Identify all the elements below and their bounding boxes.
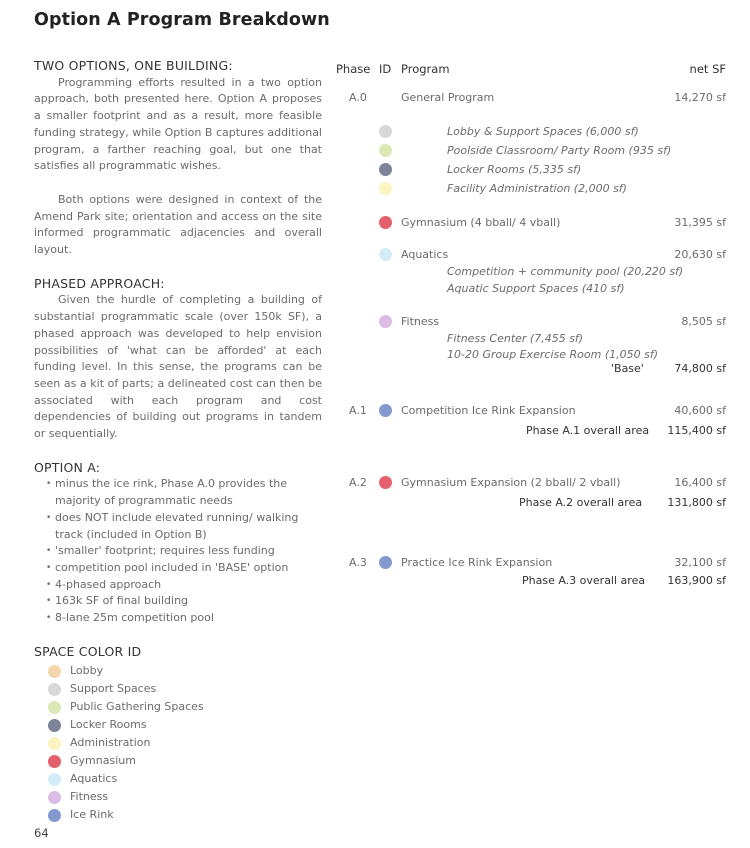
sub-program-label: Lobby & Support Spaces (6,000 sf) [447, 125, 639, 138]
summary-row [336, 360, 726, 378]
legend-label: Aquatics [70, 772, 118, 786]
program-row [336, 89, 726, 107]
sub-program-label: Competition + community pool (20,220 sf) [447, 265, 684, 278]
sub-program-row [336, 180, 726, 198]
program-row [336, 402, 726, 420]
program-label: Competition Ice Rink Expansion [401, 404, 576, 417]
summary-label: Phase A.2 overall area [519, 496, 643, 509]
color-swatch-icon [48, 701, 61, 714]
program-row [336, 554, 726, 572]
legend-label: Public Gathering Spaces [70, 700, 204, 714]
sub-program-label: Fitness Center (7,455 sf) [447, 332, 584, 345]
color-swatch-icon [48, 665, 61, 678]
net-sf-value: 40,600 sf [674, 404, 726, 417]
table-header-row [336, 60, 726, 78]
header-program: Program [401, 62, 450, 76]
summary-area: 131,800 sf [667, 496, 726, 509]
header-phase: Phase [336, 62, 371, 76]
legend-label: Lobby [70, 664, 104, 678]
legend-item [34, 699, 322, 717]
color-swatch-icon [48, 791, 61, 804]
option-a-bullet: • does NOT include elevated running/ walking track (included in Option B) [46, 510, 322, 543]
phased-approach-paragraph: Given the hurdle of completing a building of substantial programmatic scale (over 150k SF), a phased approach was developed to help envision possibilities of 'what can be afforded' at each funding level. In this sense, the programs can be seen as a kit of parts; a delineated cost can then be associated with each program and cost dependencies of building out programs in tandem or sequentially. [34, 293, 322, 441]
summary-area: 74,800 sf [674, 362, 726, 375]
sub-program-row [336, 280, 726, 298]
spacer [34, 175, 322, 192]
page-title: Option A Program Breakdown [34, 10, 330, 30]
legend-label: Fitness [70, 790, 109, 804]
legend-label: Support Spaces [70, 682, 157, 696]
legend-label: Locker Rooms [70, 718, 147, 732]
phase-label: A.1 [349, 404, 367, 417]
summary-area: 115,400 sf [667, 424, 726, 437]
option-a-bullet: • minus the ice rink, Phase A.0 provides the majority of programmatic needs [46, 476, 322, 509]
summary-label: 'Base' [611, 362, 644, 375]
narrative-column [34, 58, 322, 825]
option-a-list [34, 476, 322, 626]
summary-row [336, 494, 726, 512]
program-row [336, 246, 726, 264]
spacer [34, 443, 322, 460]
program-row [336, 313, 726, 331]
phase-label: A.2 [349, 476, 367, 489]
two-options-paragraph-1: Programming efforts resulted in a two option approach, both presented here. Option A proposes a smaller footprint and as a result, more feasible funding strategy, while Option B captures additional program, a farther reaching goal, but one that satisfies all programmatic wishes. [34, 75, 322, 173]
header-net-sf: net SF [689, 62, 726, 76]
phase-label: A.3 [349, 556, 367, 569]
program-label: Fitness [401, 315, 440, 328]
color-swatch-icon [48, 755, 61, 768]
program-label: Gymnasium Expansion (2 bball/ 2 vball) [401, 476, 621, 489]
net-sf-value: 14,270 sf [674, 91, 726, 104]
legend-item [34, 771, 322, 789]
color-swatch-icon [48, 737, 61, 750]
program-label: General Program [401, 91, 495, 104]
color-swatch-icon [48, 683, 61, 696]
space-color-id-heading: SPACE COLOR ID [34, 643, 142, 659]
sub-program-label: Poolside Classroom/ Party Room (935 sf) [447, 144, 672, 157]
color-swatch-icon [48, 773, 61, 786]
color-id-icon [379, 144, 392, 157]
net-sf-value: 16,400 sf [674, 476, 726, 489]
legend-item [34, 735, 322, 753]
color-id-icon [379, 182, 392, 195]
program-label: Gymnasium (4 bball/ 4 vball) [401, 216, 561, 229]
two-options-paragraph-2: Both options were designed in context of the Amend Park site; orientation and access on the site informed programmatic adjacencies and overall layout. [34, 192, 322, 257]
sub-program-label: Facility Administration (2,000 sf) [447, 182, 627, 195]
legend-label: Gymnasium [70, 754, 136, 768]
program-row [336, 214, 726, 232]
program-row [336, 474, 726, 492]
color-id-icon [379, 315, 392, 328]
option-a-bullet: • 4-phased approach [46, 577, 322, 594]
color-swatch-icon [48, 719, 61, 732]
option-a-bullet: • 8-lane 25m competition pool [46, 610, 322, 627]
two-options-heading: TWO OPTIONS, ONE BUILDING: [34, 58, 233, 73]
spacer [34, 627, 322, 644]
summary-label: Phase A.1 overall area [526, 424, 650, 437]
sub-program-row [336, 123, 726, 141]
color-id-icon [379, 476, 392, 489]
sub-program-label: 10-20 Group Exercise Room (1,050 sf) [447, 348, 659, 361]
color-id-icon [379, 556, 392, 569]
page-number: 64 [34, 826, 49, 840]
color-id-icon [379, 216, 392, 229]
legend-item [34, 789, 322, 807]
summary-label: Phase A.3 overall area [522, 574, 646, 587]
legend-item [34, 753, 322, 771]
sub-program-row [336, 263, 726, 281]
net-sf-value: 8,505 sf [681, 315, 726, 328]
option-a-bullet: • competition pool included in 'BASE' option [46, 560, 322, 577]
option-a-heading: OPTION A: [34, 459, 101, 475]
sub-program-label: Locker Rooms (5,335 sf) [447, 163, 582, 176]
program-label: Aquatics [401, 248, 449, 261]
legend-item [34, 663, 322, 681]
net-sf-value: 31,395 sf [674, 216, 726, 229]
program-table [336, 0, 726, 848]
summary-row [336, 422, 726, 440]
phased-approach-heading: PHASED APPROACH: [34, 275, 165, 291]
legend-label: Administration [70, 736, 151, 750]
color-id-icon [379, 125, 392, 138]
color-id-icon [379, 404, 392, 417]
legend-label: Ice Rink [70, 808, 114, 822]
summary-area: 163,900 sf [667, 574, 726, 587]
sub-program-row [336, 142, 726, 160]
space-color-legend [34, 663, 322, 825]
color-id-icon [379, 163, 392, 176]
legend-item [34, 717, 322, 735]
legend-item [34, 681, 322, 699]
color-swatch-icon [48, 809, 61, 822]
option-a-bullet: • 163k SF of final building [46, 593, 322, 610]
sub-program-label: Aquatic Support Spaces (410 sf) [447, 282, 625, 295]
sub-program-row [336, 161, 726, 179]
net-sf-value: 20,630 sf [674, 248, 726, 261]
option-a-bullet: • 'smaller' footprint; requires less funding [46, 543, 322, 560]
legend-item [34, 807, 322, 825]
summary-row [336, 572, 726, 590]
spacer [34, 259, 322, 276]
color-id-icon [379, 248, 392, 261]
phase-label: A.0 [349, 91, 367, 104]
header-id: ID [379, 62, 392, 76]
net-sf-value: 32,100 sf [674, 556, 726, 569]
program-label: Practice Ice Rink Expansion [401, 556, 553, 569]
